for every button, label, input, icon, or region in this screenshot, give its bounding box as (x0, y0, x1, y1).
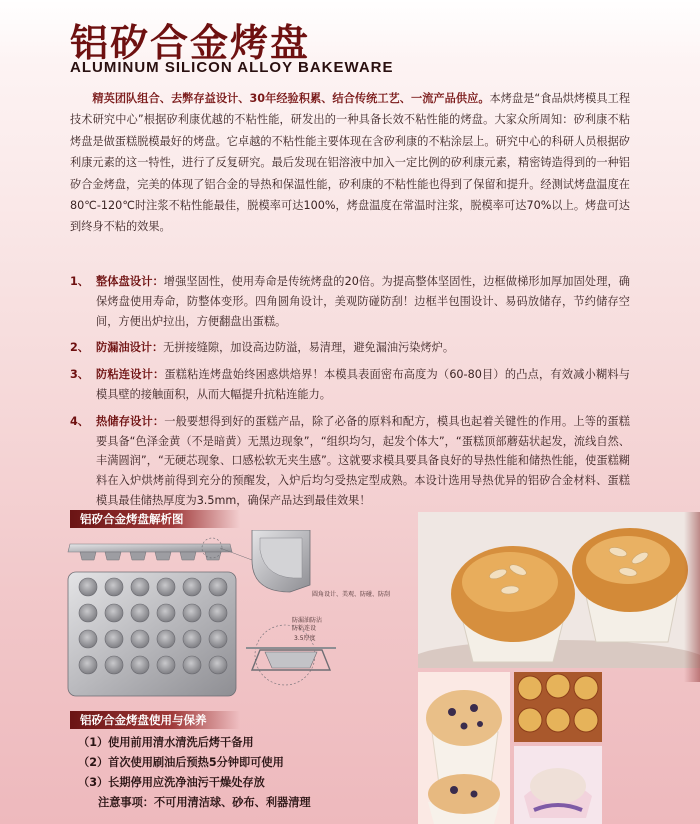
callout-corner: 圆角设计、美观、防碰、防刮 (312, 591, 391, 598)
feature-label: 防粘连设计： (96, 368, 165, 382)
feature-label: 防漏油设计： (96, 341, 164, 355)
usage-item: （1）使用前用清水清洗后烤干备用 (78, 736, 254, 749)
intro-text: 本烤盘是“食品烘烤模具工程技术研究中心”根据矽利康优越的不粘性能，研发出的一种具备长效不粘性能的烤盘。大家众所周知：矽利康不粘烤盘是做蛋糕脱模最好的烤盘。它卓越的不粘性能主要体现在含矽利康的不粘涂层上。研究中心的科研人员根据矽利康元素的这一特性，进行了反复研究。最后发现在铝溶液中加入一定比例的矽利康元素，精密铸造得到的一种铝矽合金烤盘，完美的体现了铝合金的导热和保温性能，矽利康的不粘性能也得到了保留和提升。经测试烤盘温度在80℃-120℃时注浆不粘性能最佳，脱模率可达100%，烤盘温度在常温时注浆，脱模率可达70%以上。烤盘可达到终身不粘的效果。 (70, 92, 631, 234)
feature-label: 热储存设计： (96, 414, 165, 428)
page-title: 铝矽合金烤盘 (70, 21, 311, 65)
feature-item (70, 338, 630, 358)
cupcake-photo-main (418, 512, 700, 668)
feature-text: 一般要想得到好的蛋糕产品，除了必备的原料和配方，模具也起着关键性的作用。上等的蛋糕要具备“色泽金黄（不是暗黄）无黑边现象”，“组织均匀，起发个体大”，“蛋糕顶部蘑菇状起发，流线自然、丰满圆润”，“无硬芯现象、口感松软无夹生感”。这就要求模具要具备良好的导热性能和储热性能，使蛋糕糊料在入炉烘烤前得到充分的预醒发，入炉后均匀受热定型成熟。本设计选用导热优异的铝矽合金材料、蛋糕模具最佳储热厚度为3.5mm，确保产品达到最佳效果！ (96, 414, 630, 507)
feature-number: 1、 (70, 275, 89, 288)
callout-thickness: 3.5厚度 (294, 635, 316, 642)
page-subtitle: ALUMINUM SILICON ALLOY BAKEWARE (70, 59, 394, 76)
usage-list (78, 733, 311, 813)
feature-number: 4、 (70, 414, 89, 428)
bakeware-diagram (60, 530, 400, 700)
intro-paragraph (70, 88, 630, 238)
callout-stick: 防粘连设 (292, 625, 317, 632)
feature-text: 增强坚固性，使用寿命是传统烤盘的20倍。为提高整体坚固性，边框做梯形加厚加固处理，确保烤盘使用寿命，防整体变形。四角圆角设计，美观防碰防刮！边框半包围设计、易码放储存，节约储存空间，方便出炉拉出，方便翻盘出蛋糕。 (96, 275, 630, 328)
usage-note: 注意事项：不可用清洁球、砂布、利器清理 (98, 796, 311, 809)
feature-text: 蛋糕粘连烤盘始终困惑烘焙界！本模具表面密布高度为（60-80目）的凸点，有效减小糊料与模具壁的接触面积，从而大幅提升抗粘连能力。 (96, 368, 630, 401)
tray-side-view (68, 544, 232, 560)
usage-title-bar: 铝矽合金烤盘使用与保养 (70, 711, 240, 729)
usage-item: （3）长期停用应洗净油污干燥处存放 (78, 776, 265, 789)
usage-item: （2）首次使用刷油后预热5分钟即可使用 (78, 756, 284, 769)
intro-highlight: 精英团队组合、去弊存益设计、30年经验积累、结合传统工艺、一流产品供应。 (92, 92, 490, 105)
feature-item (70, 412, 630, 511)
feature-number: 3、 (70, 368, 89, 382)
feature-text: 无拼接缝隙，加设高边防溢，易清理，避免漏油污染烤炉。 (163, 341, 455, 355)
photo-edge-shade (684, 512, 700, 682)
feature-item (70, 272, 630, 331)
feature-list (70, 272, 630, 518)
blueberry-muffin-photo (418, 672, 510, 824)
tray-top-view (68, 572, 236, 696)
cross-section-detail (246, 625, 336, 685)
diagram-title-bar: 铝矽合金烤盘解析图 (70, 510, 240, 528)
callout-leak: 防漏油防沾 (292, 617, 323, 624)
feature-number: 2、 (70, 341, 89, 355)
feature-item (70, 365, 630, 405)
pink-cake-photo (514, 746, 602, 824)
mini-cupcakes-photo (514, 672, 602, 742)
feature-label: 整体盘设计： (96, 275, 164, 288)
